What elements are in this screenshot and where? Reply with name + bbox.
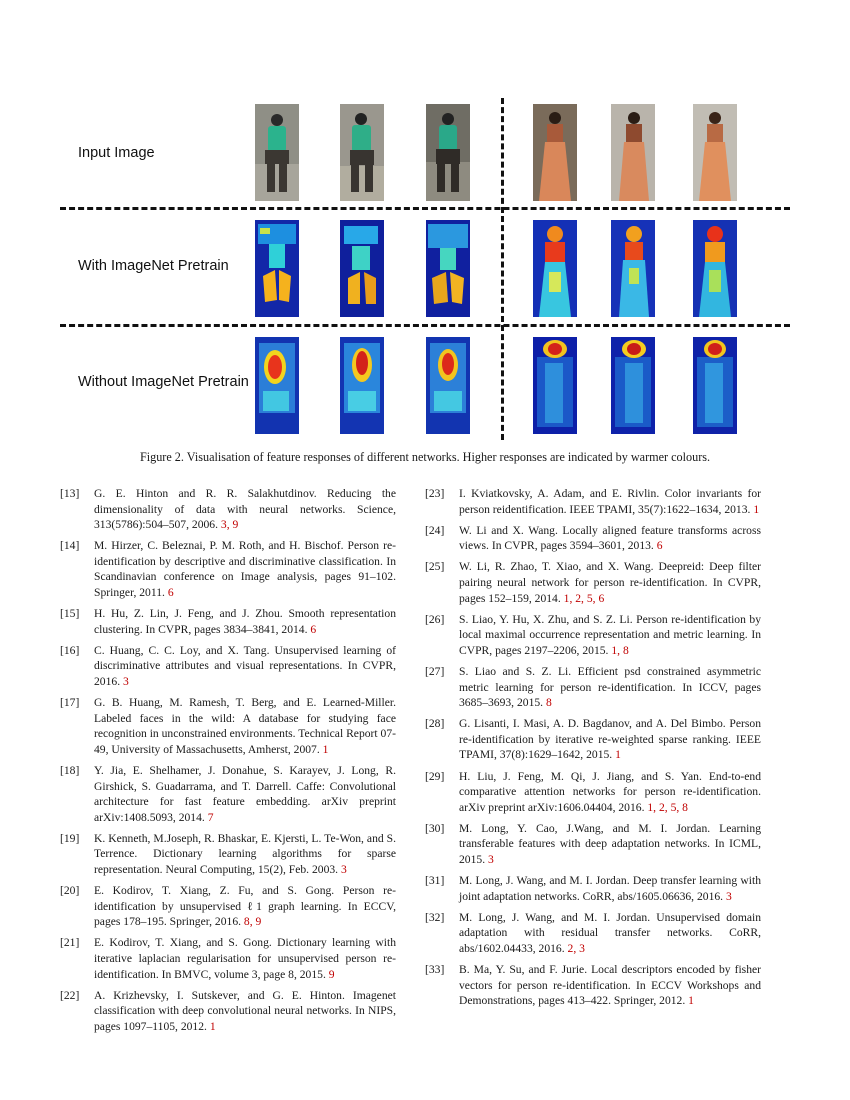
reference-text: S. Liao and S. Z. Li. Efficient psd constrained asymmetric metric learning for person re-identification. In ICCV, pages 3685–3693, 2015. [459,664,761,710]
reference-backlinks[interactable]: 6 [310,622,317,636]
references-column-left [60,486,396,1040]
reference-backlinks[interactable]: 1 [615,748,621,762]
reference-entry [425,821,761,868]
row-label-with-pretrain: With ImageNet Pretrain [78,258,229,274]
reference-text: E. Kodirov, T. Xiang, Z. Fu, and S. Gong. Person re-identification by unsupervised ℓ1 graph learning. In ECCV, pages 178–195. Springer, 2016. [94,884,396,929]
row-separator-2 [60,324,790,327]
reference-entry [60,988,396,1035]
references-column-right [425,486,761,1014]
reference-entry [425,962,761,1009]
heatmap-without-pretrain-2 [340,337,384,434]
reference-entry [60,538,396,600]
reference-number: [27] [425,664,445,678]
reference-text: G. Lisanti, I. Masi, A. D. Bagdanov, and A. Del Bimbo. Person re-identification by iterative re-weighted sparse ranking. IEEE TPAMI, 37(8):1629–1642, 2015. [459,717,761,762]
row-label-without-pretrain: Without ImageNet Pretrain [78,374,249,390]
reference-number: [21] [60,936,80,950]
reference-backlinks[interactable]: 8 [545,696,552,710]
reference-backlinks[interactable]: 1 [753,502,760,516]
reference-text: G. E. Hinton and R. R. Salakhutdinov. Reducing the dimensionality of data with neural networks. Science, 313(5786):504–507, 2006. [94,487,396,532]
reference-entry [60,486,396,533]
input-image-person2-a [533,104,577,201]
reference-backlinks[interactable]: 7 [207,810,214,824]
reference-number: [31] [425,874,445,888]
reference-backlinks[interactable]: 3 [487,852,494,866]
reference-text: M. Long, Y. Cao, J.Wang, and M. I. Jordan. Learning transferable features with deep adaptation networks. In ICML, 2015. [459,821,761,866]
reference-text: M. Hirzer, C. Beleznai, P. M. Roth, and H. Bischof. Person re-identification by descriptive and discriminative classification. In Scandinavian conference on Image analysis, pages 91–102. Springer, 2011. [94,539,396,600]
reference-backlinks[interactable]: 1 [322,742,329,756]
reference-entry [425,716,761,763]
heatmap-with-pretrain-1 [255,220,299,317]
reference-number: [15] [60,607,80,621]
reference-entry [425,910,761,957]
input-image-person1-b [340,104,384,201]
reference-backlinks[interactable]: 3 [340,863,347,877]
reference-backlinks[interactable]: 8, 9 [243,915,262,929]
reference-backlinks[interactable]: 1, 2, 5, 8 [647,800,688,814]
reference-text: K. Kenneth, M.Joseph, R. Bhaskar, E. Kjersti, L. Te-Won, and S. Terrence. Dictionary learning algorithms for sparse representation. Neural Computing, 15(2), Feb. 2003. [94,831,396,877]
input-image-person2-c [693,104,737,201]
reference-text: W. Li, R. Zhao, T. Xiao, and X. Wang. Deepreid: Deep filter pairing neural network for person re-identification. In CVPR, pages 152–159, 2014. [459,560,761,605]
reference-number: [24] [425,523,445,537]
reference-backlinks[interactable]: 3 [122,675,129,689]
reference-text: G. B. Huang, M. Ramesh, T. Berg, and E. Learned-Miller. Labeled faces in the wild: A database for studying face recognition in unconstrained environments. Technical Report 07-49, University of Massachusetts, Amherst, 2007. [94,696,396,756]
reference-backlinks[interactable]: 1 [688,994,694,1008]
reference-number: [19] [60,831,80,845]
reference-backlinks[interactable]: 3 [725,889,732,903]
reference-number: [33] [425,963,445,977]
reference-text: M. Long, J. Wang, and M. I. Jordan. Deep transfer learning with joint adaptation networks. CoRR, abs/1605.06636, 2016. [459,874,761,903]
reference-text: A. Krizhevsky, I. Sutskever, and G. E. Hinton. Imagenet classification with deep convolutional neural networks. In NIPS, pages 1097–1105, 2012. [94,988,396,1033]
reference-entry [60,763,396,825]
reference-entry [425,486,761,517]
reference-entry [425,523,761,554]
reference-text: W. Li and X. Wang. Locally aligned feature transforms across views. In CVPR, pages 3594–3601, 2013. [459,523,761,553]
reference-text: E. Kodirov, T. Xiang, and S. Gong. Dictionary learning with iterative laplacian regularisation for unsupervised person re-identification. In BMVC, volume 3, page 8, 2015. [94,936,396,981]
heatmap-without-pretrain-4 [533,337,577,434]
reference-backlinks[interactable]: 6 [656,539,663,553]
reference-entry [425,769,761,816]
heatmap-without-pretrain-6 [693,337,737,434]
reference-text: C. Huang, C. C. Loy, and X. Tang. Unsupervised learning of discriminative attributes and visual representations. In CVPR, 2016. [94,643,396,689]
reference-number: [25] [425,560,445,574]
reference-entry [425,559,761,606]
reference-number: [18] [60,764,80,777]
reference-text: Y. Jia, E. Shelhamer, J. Donahue, S. Karayev, J. Long, R. Girshick, S. Guadarrama, and T. Darrell. Caffe: Convolutional architecture for fast feature embedding. arXiv preprint arXiv:1408.5093, 2014. [94,764,396,824]
reference-number: [28] [425,717,445,731]
reference-text: S. Liao, Y. Hu, X. Zhu, and S. Z. Li. Person re-identification by local maximal occurrence representation and metric learning. In CVPR, pages 2197–2206, 2015. [459,612,761,657]
heatmap-with-pretrain-6 [693,220,737,317]
reference-backlinks[interactable]: 1, 2, 5, 6 [563,591,605,605]
reference-entry [60,606,396,637]
reference-backlinks[interactable]: 3, 9 [220,518,239,532]
reference-entry [60,883,396,930]
heatmap-without-pretrain-5 [611,337,655,434]
reference-number: [23] [425,487,445,500]
column-separator [501,98,504,440]
reference-backlinks[interactable]: 1, 8 [611,643,629,657]
input-image-person1-c [426,104,470,201]
reference-number: [13] [60,487,80,500]
reference-number: [22] [60,988,80,1002]
row-label-input-image: Input Image [78,145,155,161]
heatmap-with-pretrain-2 [340,220,384,317]
reference-number: [26] [425,612,445,626]
heatmap-with-pretrain-4 [533,220,577,317]
heatmap-without-pretrain-3 [426,337,470,434]
heatmap-with-pretrain-3 [426,220,470,317]
figure-2 [60,92,790,442]
reference-entry [60,831,396,878]
reference-entry [60,935,396,982]
figure-caption: Figure 2. Visualisation of feature responses of different networks. Higher responses are indicated by warmer colours. [139,450,711,464]
reference-number: [16] [60,643,80,657]
row-separator-1 [60,207,790,210]
reference-number: [14] [60,539,80,553]
reference-text: B. Ma, Y. Su, and F. Jurie. Local descriptors encoded by fisher vectors for person re-identification. In ECCV Workshops and Demonstrations, pages 413–422. Springer, 2012. [459,963,761,1008]
reference-backlinks[interactable]: 6 [167,586,174,600]
reference-number: [32] [425,910,445,924]
reference-entry [425,612,761,659]
reference-entry [60,695,396,757]
reference-backlinks[interactable]: 9 [328,967,335,981]
reference-number: [29] [425,769,445,783]
reference-entry [425,873,761,904]
reference-text: H. Liu, J. Feng, M. Qi, J. Jiang, and S. Yan. End-to-end comparative attention networks for person re-identification. arXiv preprint arXiv:1606.04404, 2016. [459,769,761,814]
reference-entry [60,643,396,690]
reference-entry [425,664,761,711]
reference-number: [17] [60,696,80,710]
reference-text: M. Long, J. Wang, and M. I. Jordan. Unsupervised domain adaptation with residual transfer networks. CoRR, abs/1602.04433, 2016. [459,910,761,955]
reference-backlinks[interactable]: 1 [209,1019,216,1033]
reference-backlinks[interactable]: 2, 3 [567,941,585,955]
reference-number: [20] [60,884,80,898]
input-image-person1-a [255,104,299,201]
heatmap-with-pretrain-5 [611,220,655,317]
reference-text: H. Hu, Z. Lin, J. Feng, and J. Zhou. Smooth representation clustering. In CVPR, pages 3834–3841, 2014. [94,607,396,636]
reference-text: I. Kviatkovsky, A. Adam, and E. Rivlin. Color invariants for person reidentification. IEEE TPAMI, 35(7):1622–1634, 2013. [459,487,761,516]
input-image-person2-b [611,104,655,201]
reference-number: [30] [425,821,445,835]
heatmap-without-pretrain-1 [255,337,299,434]
